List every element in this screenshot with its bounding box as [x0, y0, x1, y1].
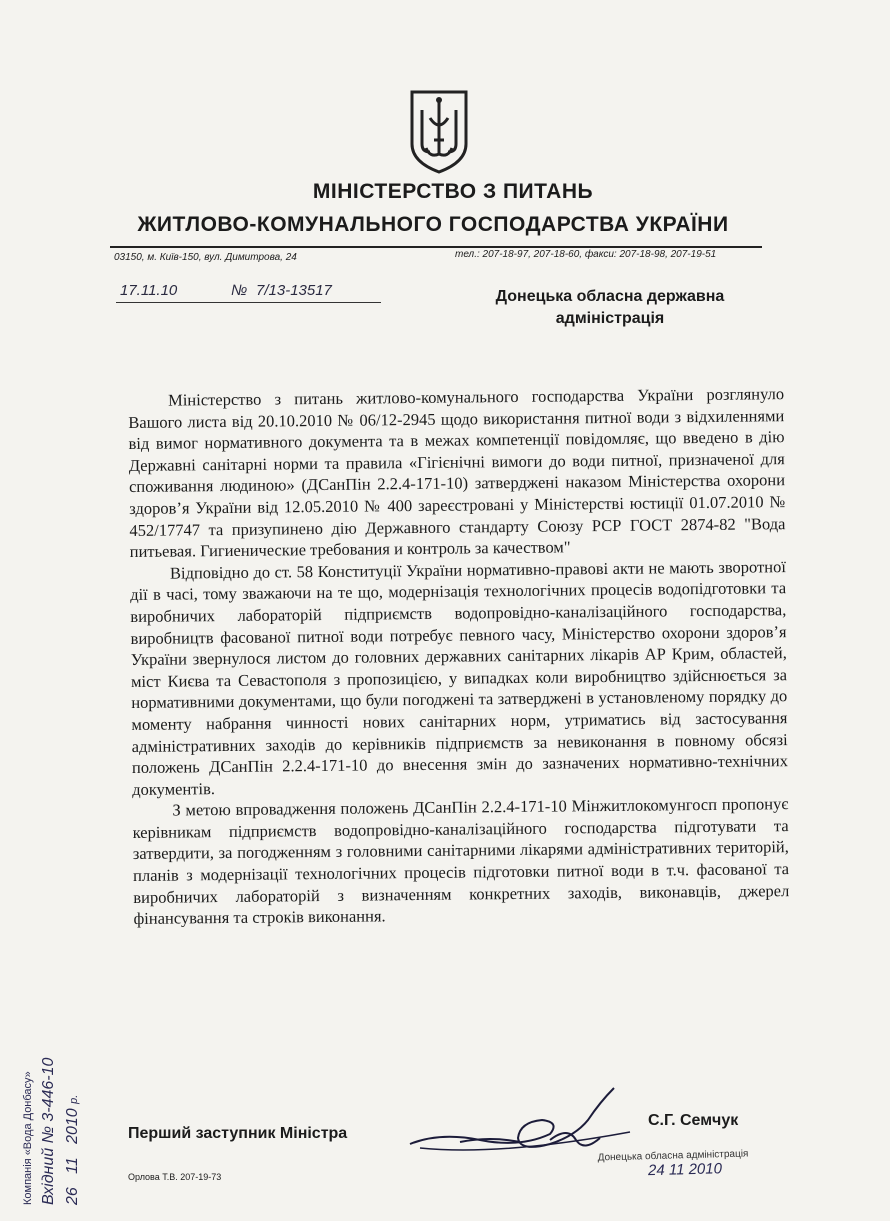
- stamp-incoming-date: 26 11 2010 р.: [64, 1094, 81, 1205]
- letter-body: [128, 383, 790, 930]
- ministry-title-line2: ЖИТЛОВО-КОМУНАЛЬНОГО ГОСПОДАРСТВА УКРАЇНИ: [137, 213, 729, 236]
- ministry-address: 03150, м. Київ-150, вул. Димитрова, 24: [114, 252, 297, 263]
- receipt-stamp-date: 24 11 2010: [647, 1160, 723, 1180]
- addressee-line2: адміністрація: [555, 310, 665, 327]
- signatory-name: С.Г. Семчук: [648, 1112, 739, 1129]
- addressee: [470, 286, 750, 330]
- outgoing-reference: [116, 280, 381, 303]
- executor-info: Орлова Т.В. 207-19-73: [128, 1172, 222, 1182]
- ministry-phones: тел.: 207-18-97, 207-18-60, факси: 207-18-98, 207-19-51: [455, 249, 717, 260]
- body-paragraph-3: З метою впровадження положень ДСанПін 2.2.4-171-10 Мінжитлокомунгосп пропонує керівникам підприємств водопровідно-каналізаційного господарства підготувати та затвердити, за погодженням з головними санітарними лікарями адміністративних територій, планів з модернізації технологічних процесів підготовки питної води в т.ч. фасованої та виробничих лабораторій з визначенням конкретних заходів, виконавців, джерел фінансування та строків виконання.: [132, 794, 790, 929]
- stamp-company: Компанія «Вода Донбасу»: [22, 1071, 34, 1205]
- body-paragraph-2: Відповідно до ст. 58 Конституції України нормативно-правові акти не мають зворотної дії в часі, тому зважаючи на те що, модернізація технологічних процесів водопідготовки та виробничих лабораторій підприємств водопровідно-каналізаційного господарства, виробництв фасованої питної води потребує певного часу, Міністерство охорони здоров’я України звернулося листом до головних державних санітарних лікарів АР Крим, областей, міст Києва та Севастополя з пропозицією, у випадках коли виробництво здійснюється за нормативними документами, що були погоджені та затверджені в установленому порядку до моменту набрання чинності нових санітарних норм, утриматись від застосування адміністративних заходів до керівників підприємств за невиконання в повному обсязі положень ДСанПін 2.2.4-171-10 до внесення змін до зазначених нормативно-технічних документів.: [130, 556, 789, 799]
- coat-of-arms-icon: [408, 88, 470, 174]
- receipt-stamp: [598, 1148, 789, 1193]
- reference-date: 17.11.10: [120, 282, 178, 299]
- body-paragraph-1: Міністерство з питань житлово-комунального господарства України розглянуло Вашого листа від 20.10.2010 № 06/12-2945 щодо використання питної води з відхиленнями від вимог нормативного документа та в межах компетенції повідомляє, що введено в дію Державні санітарні норми та правила «Гігієнічні вимоги до води питної, призначеної для споживання людиною» (ДСанПін 2.2.4-171-10) затверджені наказом Міністерства охорони здоров’я України від 12.05.2010 № 400 зареєстровані у Міністерстві юстиції 01.07.2010 № 452/17747 та призупинено дію Державного стандарту Союзу РСР ГОСТ 2874-82 "Вода питьевая. Гигиенические требования и контроль за качеством": [128, 384, 786, 562]
- ministry-title-line1: МІНІСТЕРСТВО З ПИТАНЬ: [312, 180, 594, 203]
- letterhead-contacts: [110, 246, 762, 263]
- receipt-stamp-org: Донецька обласна адміністрація: [597, 1148, 749, 1164]
- addressee-line1: Донецька обласна державна: [495, 288, 725, 305]
- incoming-registration-stamp: [18, 1005, 128, 1205]
- reference-number-label: №: [231, 282, 248, 299]
- signatory-position: Перший заступник Міністра: [128, 1125, 348, 1142]
- handwritten-signature-icon: [400, 1082, 650, 1162]
- stamp-incoming-number: Вхідний № 3-446-10: [40, 1057, 57, 1205]
- reference-number: 7/13-13517: [256, 282, 332, 299]
